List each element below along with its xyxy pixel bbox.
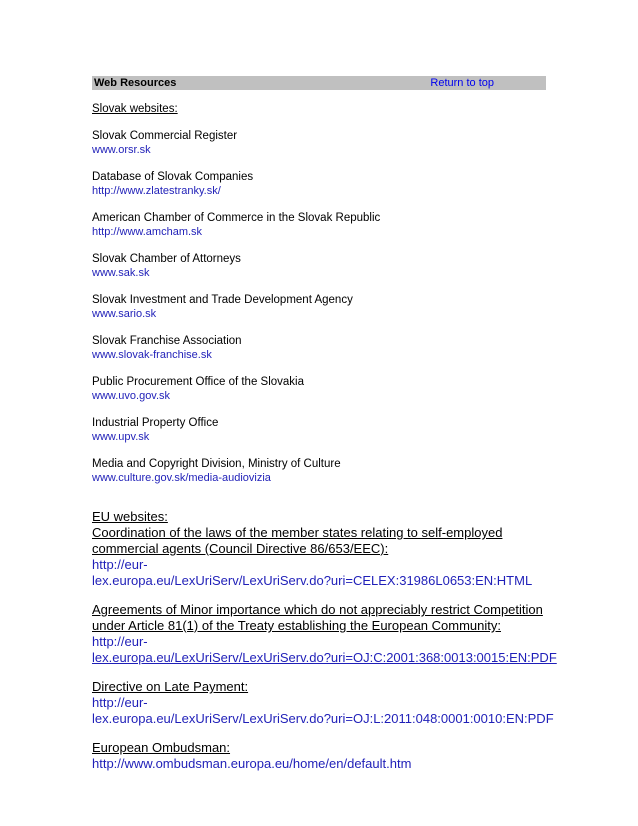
resource-link[interactable]: http://eur- — [92, 695, 148, 710]
resource-link[interactable]: http://eur- — [92, 557, 148, 572]
resource-link[interactable]: www.slovak-franchise.sk — [92, 349, 212, 361]
list-item — [92, 334, 546, 362]
resource-link[interactable]: www.culture.gov.sk/media-audiovizia — [92, 472, 271, 484]
eu-websites-heading: EU websites: — [92, 509, 168, 524]
resource-name: Slovak Franchise Association — [92, 335, 242, 347]
list-item — [92, 211, 546, 239]
document-page — [92, 76, 557, 772]
resource-link[interactable]: http://www.zlatestranky.sk/ — [92, 185, 221, 197]
resource-link[interactable]: www.sak.sk — [92, 267, 150, 279]
resource-link[interactable]: www.uvo.gov.sk — [92, 390, 171, 402]
resource-description: European Ombudsman: — [92, 740, 231, 755]
list-item — [92, 416, 546, 444]
resource-name: Media and Copyright Division, Ministry of Culture — [92, 458, 341, 470]
resource-link[interactable]: www.upv.sk — [92, 431, 150, 443]
resource-link-continued[interactable]: lex.europa.eu/LexUriServ/LexUriServ.do?uri=OJ:L:2011:048:0001:0010:EN:PDF — [92, 711, 554, 726]
resource-name: Database of Slovak Companies — [92, 171, 254, 183]
slovak-websites-heading: Slovak websites: — [92, 103, 178, 115]
resource-name: Slovak Chamber of Attorneys — [92, 253, 241, 265]
resource-description: Coordination of the laws of the member states relating to self-employed commercial agents (Council Directive 86/653/EEC): — [92, 525, 503, 556]
resource-name: Slovak Commercial Register — [92, 130, 238, 142]
list-item — [92, 740, 546, 772]
resource-link[interactable]: http://www.amcham.sk — [92, 226, 203, 238]
section-header-bar — [92, 76, 546, 90]
resource-link[interactable]: http://www.ombudsman.europa.eu/home/en/default.htm — [92, 756, 412, 771]
return-to-top-link[interactable]: Return to top — [430, 77, 494, 89]
list-item — [92, 170, 546, 198]
list-item — [92, 679, 554, 727]
resource-link[interactable]: http://eur- — [92, 634, 148, 649]
section-title: Web Resources — [94, 77, 177, 89]
resource-link[interactable]: www.orsr.sk — [92, 144, 151, 156]
list-item — [92, 129, 546, 157]
list-item — [92, 375, 546, 403]
resource-name: Public Procurement Office of the Slovakia — [92, 376, 305, 388]
resource-name: American Chamber of Commerce in the Slovak Republic — [92, 212, 381, 224]
resource-name: Slovak Investment and Trade Development Agency — [92, 294, 353, 306]
resource-description: Agreements of Minor importance which do not appreciably restrict Competition under Article 81(1) of the Treaty establishing the European Community: — [92, 602, 543, 633]
resource-link-continued[interactable]: lex.europa.eu/LexUriServ/LexUriServ.do?uri=OJ:C:2001:368:0013:0015:EN:PDF — [92, 650, 557, 665]
list-item — [92, 602, 557, 666]
list-item — [92, 457, 546, 485]
resource-link[interactable]: www.sario.sk — [92, 308, 157, 320]
list-item — [92, 293, 546, 321]
resource-name: Industrial Property Office — [92, 417, 219, 429]
resource-description: Directive on Late Payment: — [92, 679, 249, 694]
resource-link-continued[interactable]: lex.europa.eu/LexUriServ/LexUriServ.do?uri=CELEX:31986L0653:EN:HTML — [92, 573, 533, 588]
list-item — [92, 252, 546, 280]
list-item — [92, 525, 546, 589]
